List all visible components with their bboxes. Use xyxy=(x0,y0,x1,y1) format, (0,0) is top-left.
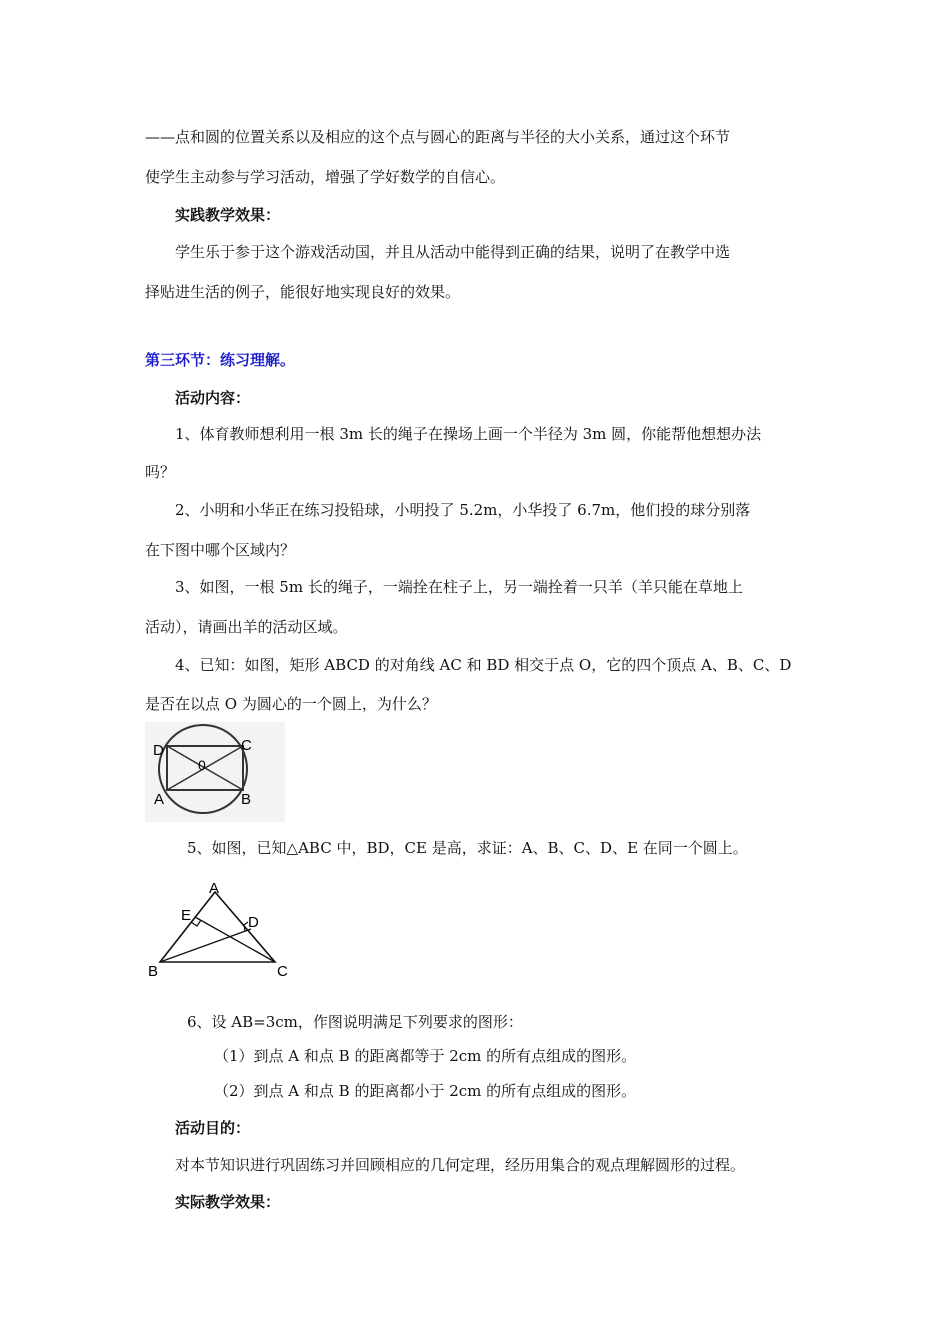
question-6-part-1: （1）到点 A 和点 B 的距离都等于 2cm 的所有点组成的图形。 xyxy=(214,1047,637,1065)
label-o: 0 xyxy=(198,757,206,773)
practice-effect-line-1: 学生乐于参于这个游戏活动国，并且从活动中能得到正确的结果，说明了在教学中选 xyxy=(175,243,731,261)
activity-content-heading: 活动内容： xyxy=(175,389,251,407)
label-c: C xyxy=(241,737,252,754)
question-4-line-1: 4、已知：如图，矩形 ABCD 的对角线 AC 和 BD 相交于点 O，它的四个顶点 A、B、C、D xyxy=(175,656,792,674)
practice-effect-line-2: 择贴进生活的例子，能很好地实现良好的效果。 xyxy=(145,283,461,301)
question-1-line-2: 吗？ xyxy=(145,463,176,481)
question-3-line-1: 3、如图，一根 5m 长的绳子，一端拴在柱子上，另一端拴着一只羊（羊只能在草地上 xyxy=(175,578,743,596)
label-d: D xyxy=(153,742,164,759)
label-c: C xyxy=(277,963,288,980)
intro-line-1: ——点和圆的位置关系以及相应的这个点与圆心的距离与半径的大小关系，通过这个环节 xyxy=(145,128,731,146)
actual-effect-heading: 实际教学效果： xyxy=(175,1193,281,1211)
label-d: D xyxy=(248,914,259,931)
label-b: B xyxy=(148,963,159,980)
activity-purpose-text: 对本节知识进行巩固练习并回顾相应的几何定理，经历用集合的观点理解圆形的过程。 xyxy=(175,1156,746,1174)
question-3-line-2: 活动），请画出羊的活动区域。 xyxy=(145,618,348,636)
triangle-altitudes-figure xyxy=(145,880,295,980)
label-b: B xyxy=(241,791,252,808)
question-6-part-2: （2）到点 A 和点 B 的距离都小于 2cm 的所有点组成的图形。 xyxy=(214,1082,637,1100)
label-e: E xyxy=(181,907,192,924)
altitude-ce xyxy=(195,917,275,962)
question-5: 5、如图，已知△ABC 中，BD，CE 是高，求证：A、B、C、D、E 在同一个圆上。 xyxy=(187,839,748,857)
label-a: A xyxy=(209,880,220,897)
question-1-line-1: 1、体育教师想利用一根 3m 长的绳子在操场上画一个半径为 3m 圆，你能帮他想想办法 xyxy=(175,425,762,443)
intro-line-2: 使学生主动参与学习活动，增强了学好数学的自信心。 xyxy=(145,168,506,186)
label-a: A xyxy=(154,791,165,808)
rectangle-circle-figure xyxy=(145,722,285,822)
section-title: 第三环节：练习理解。 xyxy=(145,351,296,369)
activity-purpose-heading: 活动目的： xyxy=(175,1119,251,1137)
question-2-line-2: 在下图中哪个区域内？ xyxy=(145,541,296,559)
practice-effect-heading: 实践教学效果： xyxy=(175,206,281,224)
question-6: 6、设 AB=3cm，作图说明满足下列要求的图形： xyxy=(187,1013,523,1031)
question-2-line-1: 2、小明和小华正在练习投铅球，小明投了 5.2m，小华投了 6.7m，他们投的球分别落 xyxy=(175,501,751,519)
question-4-line-2: 是否在以点 O 为圆心的一个圆上，为什么？ xyxy=(145,695,437,713)
